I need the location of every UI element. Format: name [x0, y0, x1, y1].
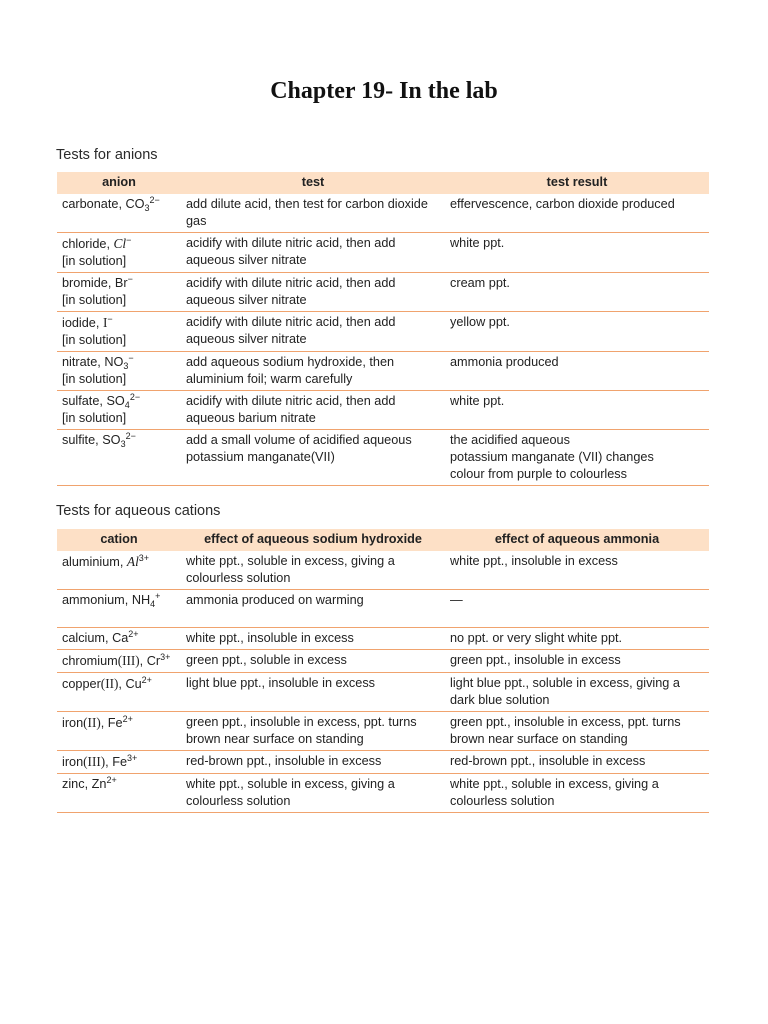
- table-header-row: [57, 172, 709, 194]
- ion-charge: −: [128, 353, 134, 363]
- ion-symbol: Br: [114, 276, 128, 290]
- test-line: aqueous silver nitrate: [186, 293, 307, 307]
- cation-cell: [57, 628, 181, 650]
- anion-cell: [57, 430, 181, 486]
- ammonia-effect: —: [450, 593, 463, 607]
- column-header-test: test: [181, 172, 445, 194]
- cation-section-heading: Tests for aqueous cations: [56, 503, 221, 519]
- ion-name: aluminium: [62, 555, 120, 569]
- result-line: effervescence, carbon dioxide produced: [450, 197, 675, 211]
- table-header-row: [57, 529, 709, 551]
- table-row: [57, 673, 709, 712]
- anion-table-body: [57, 194, 709, 486]
- ion-label: [62, 630, 176, 647]
- ion-name: sulfate: [62, 394, 100, 408]
- test-cell: [181, 194, 445, 233]
- ion-note: [in solution]: [62, 293, 127, 307]
- ion-note: [in solution]: [62, 333, 127, 347]
- result-line: yellow ppt.: [450, 315, 510, 329]
- ammonia-effect: green ppt., insoluble in excess: [450, 653, 621, 667]
- sodium-hydroxide-cell: [181, 590, 445, 628]
- table-row: [57, 551, 709, 590]
- ion-charge: −: [127, 274, 133, 284]
- ion-separator: ,: [84, 777, 92, 791]
- ion-subscript: 3: [120, 439, 126, 449]
- result-cell: [445, 352, 709, 391]
- cation-cell: [57, 551, 181, 590]
- ion-name: chromium: [62, 654, 118, 668]
- result-line: colour from purple to colourless: [450, 467, 627, 481]
- test-line: acidify with dilute nitric acid, then add: [186, 276, 396, 290]
- result-cell: [445, 430, 709, 486]
- ion-separator: ,: [124, 593, 132, 607]
- test-line: aqueous silver nitrate: [186, 253, 307, 267]
- table-row: [57, 194, 709, 233]
- ion-charge: 2+: [128, 629, 139, 639]
- sodium-hydroxide-effect: red-brown ppt., insoluble in excess: [186, 754, 382, 768]
- ion-name: iron: [62, 716, 84, 730]
- ion-label: [62, 592, 176, 609]
- cation-cell: [57, 774, 181, 813]
- result-line: white ppt.: [450, 394, 505, 408]
- anion-cell: [57, 194, 181, 233]
- table-row: [57, 233, 709, 273]
- sodium-hydroxide-effect: white ppt., soluble in excess, giving a: [186, 554, 395, 568]
- sodium-hydroxide-effect: colourless solution: [186, 571, 291, 585]
- ion-symbol: Al: [126, 554, 139, 569]
- sodium-hydroxide-cell: [181, 774, 445, 813]
- test-cell: [181, 273, 445, 312]
- ion-charge: 2+: [141, 675, 152, 685]
- test-line: acidify with dilute nitric acid, then add: [186, 394, 396, 408]
- ion-charge: 2+: [122, 714, 133, 724]
- anion-cell: [57, 352, 181, 391]
- ion-separator: ,: [99, 394, 107, 408]
- test-line: potassium manganate(VII): [186, 450, 335, 464]
- table-row: [57, 391, 709, 430]
- oxidation-state: (II): [83, 715, 101, 730]
- ion-label: [62, 196, 176, 213]
- ion-name: ammonium: [62, 593, 125, 607]
- ion-subscript: 3: [123, 361, 129, 371]
- ion-separator: ,: [107, 276, 115, 290]
- ammonia-cell: [445, 650, 709, 673]
- result-cell: [445, 312, 709, 352]
- oxidation-state: (III): [117, 653, 140, 668]
- ion-separator: ,: [106, 237, 114, 251]
- anion-tests-table: [57, 172, 709, 486]
- ion-symbol: Cu: [125, 677, 142, 691]
- ammonia-effect: white ppt., soluble in excess, giving a: [450, 777, 659, 791]
- ion-charge: 3+: [138, 553, 150, 563]
- ion-name: iodide: [62, 316, 96, 330]
- ion-separator: ,: [139, 654, 147, 668]
- ammonia-effect: green ppt., insoluble in excess, ppt. turns: [450, 715, 681, 729]
- ion-symbol: Zn: [91, 777, 107, 791]
- sodium-hydroxide-effect: ammonia produced on warming: [186, 593, 364, 607]
- test-cell: [181, 391, 445, 430]
- sodium-hydroxide-effect: white ppt., insoluble in excess: [186, 631, 354, 645]
- ion-subscript: 3: [144, 203, 150, 213]
- ion-charge: 2+: [106, 775, 117, 785]
- ion-symbol: NO: [104, 355, 124, 369]
- ion-symbol: CO: [125, 197, 145, 211]
- ion-charge: +: [155, 591, 161, 601]
- ammonia-cell: [445, 751, 709, 774]
- ion-subscript: 4: [124, 400, 130, 410]
- ion-separator: ,: [105, 755, 113, 769]
- test-line: aqueous barium nitrate: [186, 411, 316, 425]
- ion-charge: 2−: [125, 431, 136, 441]
- ion-charge: 2−: [149, 195, 160, 205]
- sodium-hydroxide-effect: colourless solution: [186, 794, 291, 808]
- ion-label: [62, 675, 176, 693]
- result-line: white ppt.: [450, 236, 505, 250]
- ammonia-effect: brown near surface on standing: [450, 732, 628, 746]
- ion-label: [62, 553, 176, 571]
- ion-name: bromide: [62, 276, 108, 290]
- ammonia-cell: [445, 774, 709, 813]
- ion-symbol: Cr: [146, 654, 161, 668]
- ion-symbol: SO: [106, 394, 125, 408]
- ion-label: [62, 393, 176, 410]
- ion-charge: 2−: [129, 392, 141, 402]
- table-row: [57, 430, 709, 486]
- test-cell: [181, 430, 445, 486]
- ion-name: nitrate: [62, 355, 98, 369]
- test-line: acidify with dilute nitric acid, then add: [186, 315, 396, 329]
- cation-tests-table: [57, 529, 709, 813]
- oxidation-state: (III): [83, 754, 106, 769]
- ion-symbol: NH: [131, 593, 151, 607]
- sodium-hydroxide-effect: white ppt., soluble in excess, giving a: [186, 777, 395, 791]
- ion-separator: ,: [119, 555, 127, 569]
- ammonia-cell: [445, 673, 709, 712]
- test-line: aqueous silver nitrate: [186, 332, 307, 346]
- table-row: [57, 650, 709, 673]
- table-row: [57, 628, 709, 650]
- ion-symbol: Fe: [107, 716, 123, 730]
- table-row: [57, 352, 709, 391]
- ammonia-cell: [445, 551, 709, 590]
- ion-symbol: SO: [102, 433, 121, 447]
- ammonia-effect: no ppt. or very slight white ppt.: [450, 631, 623, 645]
- cation-cell: [57, 673, 181, 712]
- column-header-sodium-hydroxide: effect of aqueous sodium hydroxide: [181, 529, 445, 551]
- ion-separator: ,: [95, 433, 103, 447]
- column-header-anion: anion: [57, 172, 181, 194]
- ion-label: [62, 235, 176, 253]
- test-cell: [181, 233, 445, 273]
- ion-note: [in solution]: [62, 411, 127, 425]
- test-line: aluminium foil; warm carefully: [186, 372, 353, 386]
- ion-charge: −: [107, 314, 113, 324]
- cation-table-body: [57, 551, 709, 813]
- test-line: add dilute acid, then test for carbon dioxide: [186, 197, 428, 211]
- test-line: gas: [186, 214, 207, 228]
- ion-note: [in solution]: [62, 254, 127, 268]
- result-cell: [445, 233, 709, 273]
- table-row: [57, 590, 709, 628]
- ion-name: iron: [62, 755, 84, 769]
- ion-label: [62, 753, 176, 771]
- ion-symbol: Fe: [112, 755, 127, 769]
- ion-label: [62, 314, 176, 332]
- ion-charge: 3+: [160, 652, 171, 662]
- sodium-hydroxide-cell: [181, 712, 445, 751]
- ion-name: copper: [62, 677, 101, 691]
- result-line: ammonia produced: [450, 355, 559, 369]
- anion-cell: [57, 312, 181, 352]
- column-header-cation: cation: [57, 529, 181, 551]
- ion-label: [62, 354, 176, 371]
- ion-separator: ,: [105, 631, 113, 645]
- ion-name: zinc: [62, 777, 85, 791]
- ion-note: [in solution]: [62, 372, 127, 386]
- ammonia-cell: [445, 590, 709, 628]
- anion-section-heading: Tests for anions: [56, 147, 158, 163]
- table-row: [57, 312, 709, 352]
- test-cell: [181, 312, 445, 352]
- ion-label: [62, 714, 176, 732]
- cation-cell: [57, 650, 181, 673]
- sodium-hydroxide-cell: [181, 551, 445, 590]
- table-row: [57, 273, 709, 312]
- ion-label: [62, 652, 176, 670]
- cation-cell: [57, 751, 181, 774]
- ion-symbol: Ca: [112, 631, 129, 645]
- ion-separator: ,: [118, 677, 126, 691]
- ion-name: carbonate: [62, 197, 119, 211]
- oxidation-state: (II): [100, 676, 119, 691]
- sodium-hydroxide-cell: [181, 673, 445, 712]
- ion-separator: ,: [97, 355, 105, 369]
- test-line: acidify with dilute nitric acid, then add: [186, 236, 396, 250]
- ammonia-cell: [445, 712, 709, 751]
- page-title: Chapter 19- In the lab: [270, 78, 498, 104]
- sodium-hydroxide-cell: [181, 751, 445, 774]
- anion-cell: [57, 391, 181, 430]
- sodium-hydroxide-effect: light blue ppt., insoluble in excess: [186, 676, 376, 690]
- sodium-hydroxide-cell: [181, 650, 445, 673]
- table-row: [57, 751, 709, 774]
- ion-charge: −: [126, 235, 132, 245]
- column-header-ammonia: effect of aqueous ammonia: [445, 529, 709, 551]
- result-line: cream ppt.: [450, 276, 510, 290]
- ion-subscript: 4: [150, 599, 156, 609]
- sodium-hydroxide-effect: brown near surface on standing: [186, 732, 364, 746]
- sodium-hydroxide-effect: green ppt., soluble in excess: [186, 653, 347, 667]
- ion-name: sulfite: [62, 433, 96, 447]
- ion-separator: ,: [100, 716, 108, 730]
- test-cell: [181, 352, 445, 391]
- ion-name: chloride: [62, 237, 107, 251]
- result-cell: [445, 391, 709, 430]
- table-row: [57, 712, 709, 751]
- result-line: potassium manganate (VII) changes: [450, 450, 654, 464]
- result-cell: [445, 273, 709, 312]
- table-row: [57, 774, 709, 813]
- test-line: add aqueous sodium hydroxide, then: [186, 355, 395, 369]
- sodium-hydroxide-cell: [181, 628, 445, 650]
- ion-label: [62, 776, 176, 793]
- sodium-hydroxide-effect: green ppt., insoluble in excess, ppt. turns: [186, 715, 417, 729]
- test-line: add a small volume of acidified aqueous: [186, 433, 412, 447]
- column-header-test-result: test result: [445, 172, 709, 194]
- ion-symbol: I: [102, 315, 108, 330]
- result-line: the acidified aqueous: [450, 433, 570, 447]
- ammonia-effect: light blue ppt., soluble in excess, giving a: [450, 676, 680, 690]
- anion-cell: [57, 233, 181, 273]
- ammonia-effect: red-brown ppt., insoluble in excess: [450, 754, 646, 768]
- ion-separator: ,: [118, 197, 126, 211]
- ion-name: calcium: [62, 631, 106, 645]
- anion-cell: [57, 273, 181, 312]
- ion-label: [62, 432, 176, 449]
- ammonia-effect: white ppt., insoluble in excess: [450, 554, 618, 568]
- cation-cell: [57, 590, 181, 628]
- ion-charge: 3+: [127, 753, 138, 763]
- ammonia-effect: colourless solution: [450, 794, 555, 808]
- ion-separator: ,: [95, 316, 103, 330]
- ion-symbol: Cl: [113, 236, 127, 251]
- ammonia-cell: [445, 628, 709, 650]
- ion-label: [62, 275, 176, 292]
- result-cell: [445, 194, 709, 233]
- cation-cell: [57, 712, 181, 751]
- ammonia-effect: dark blue solution: [450, 693, 550, 707]
